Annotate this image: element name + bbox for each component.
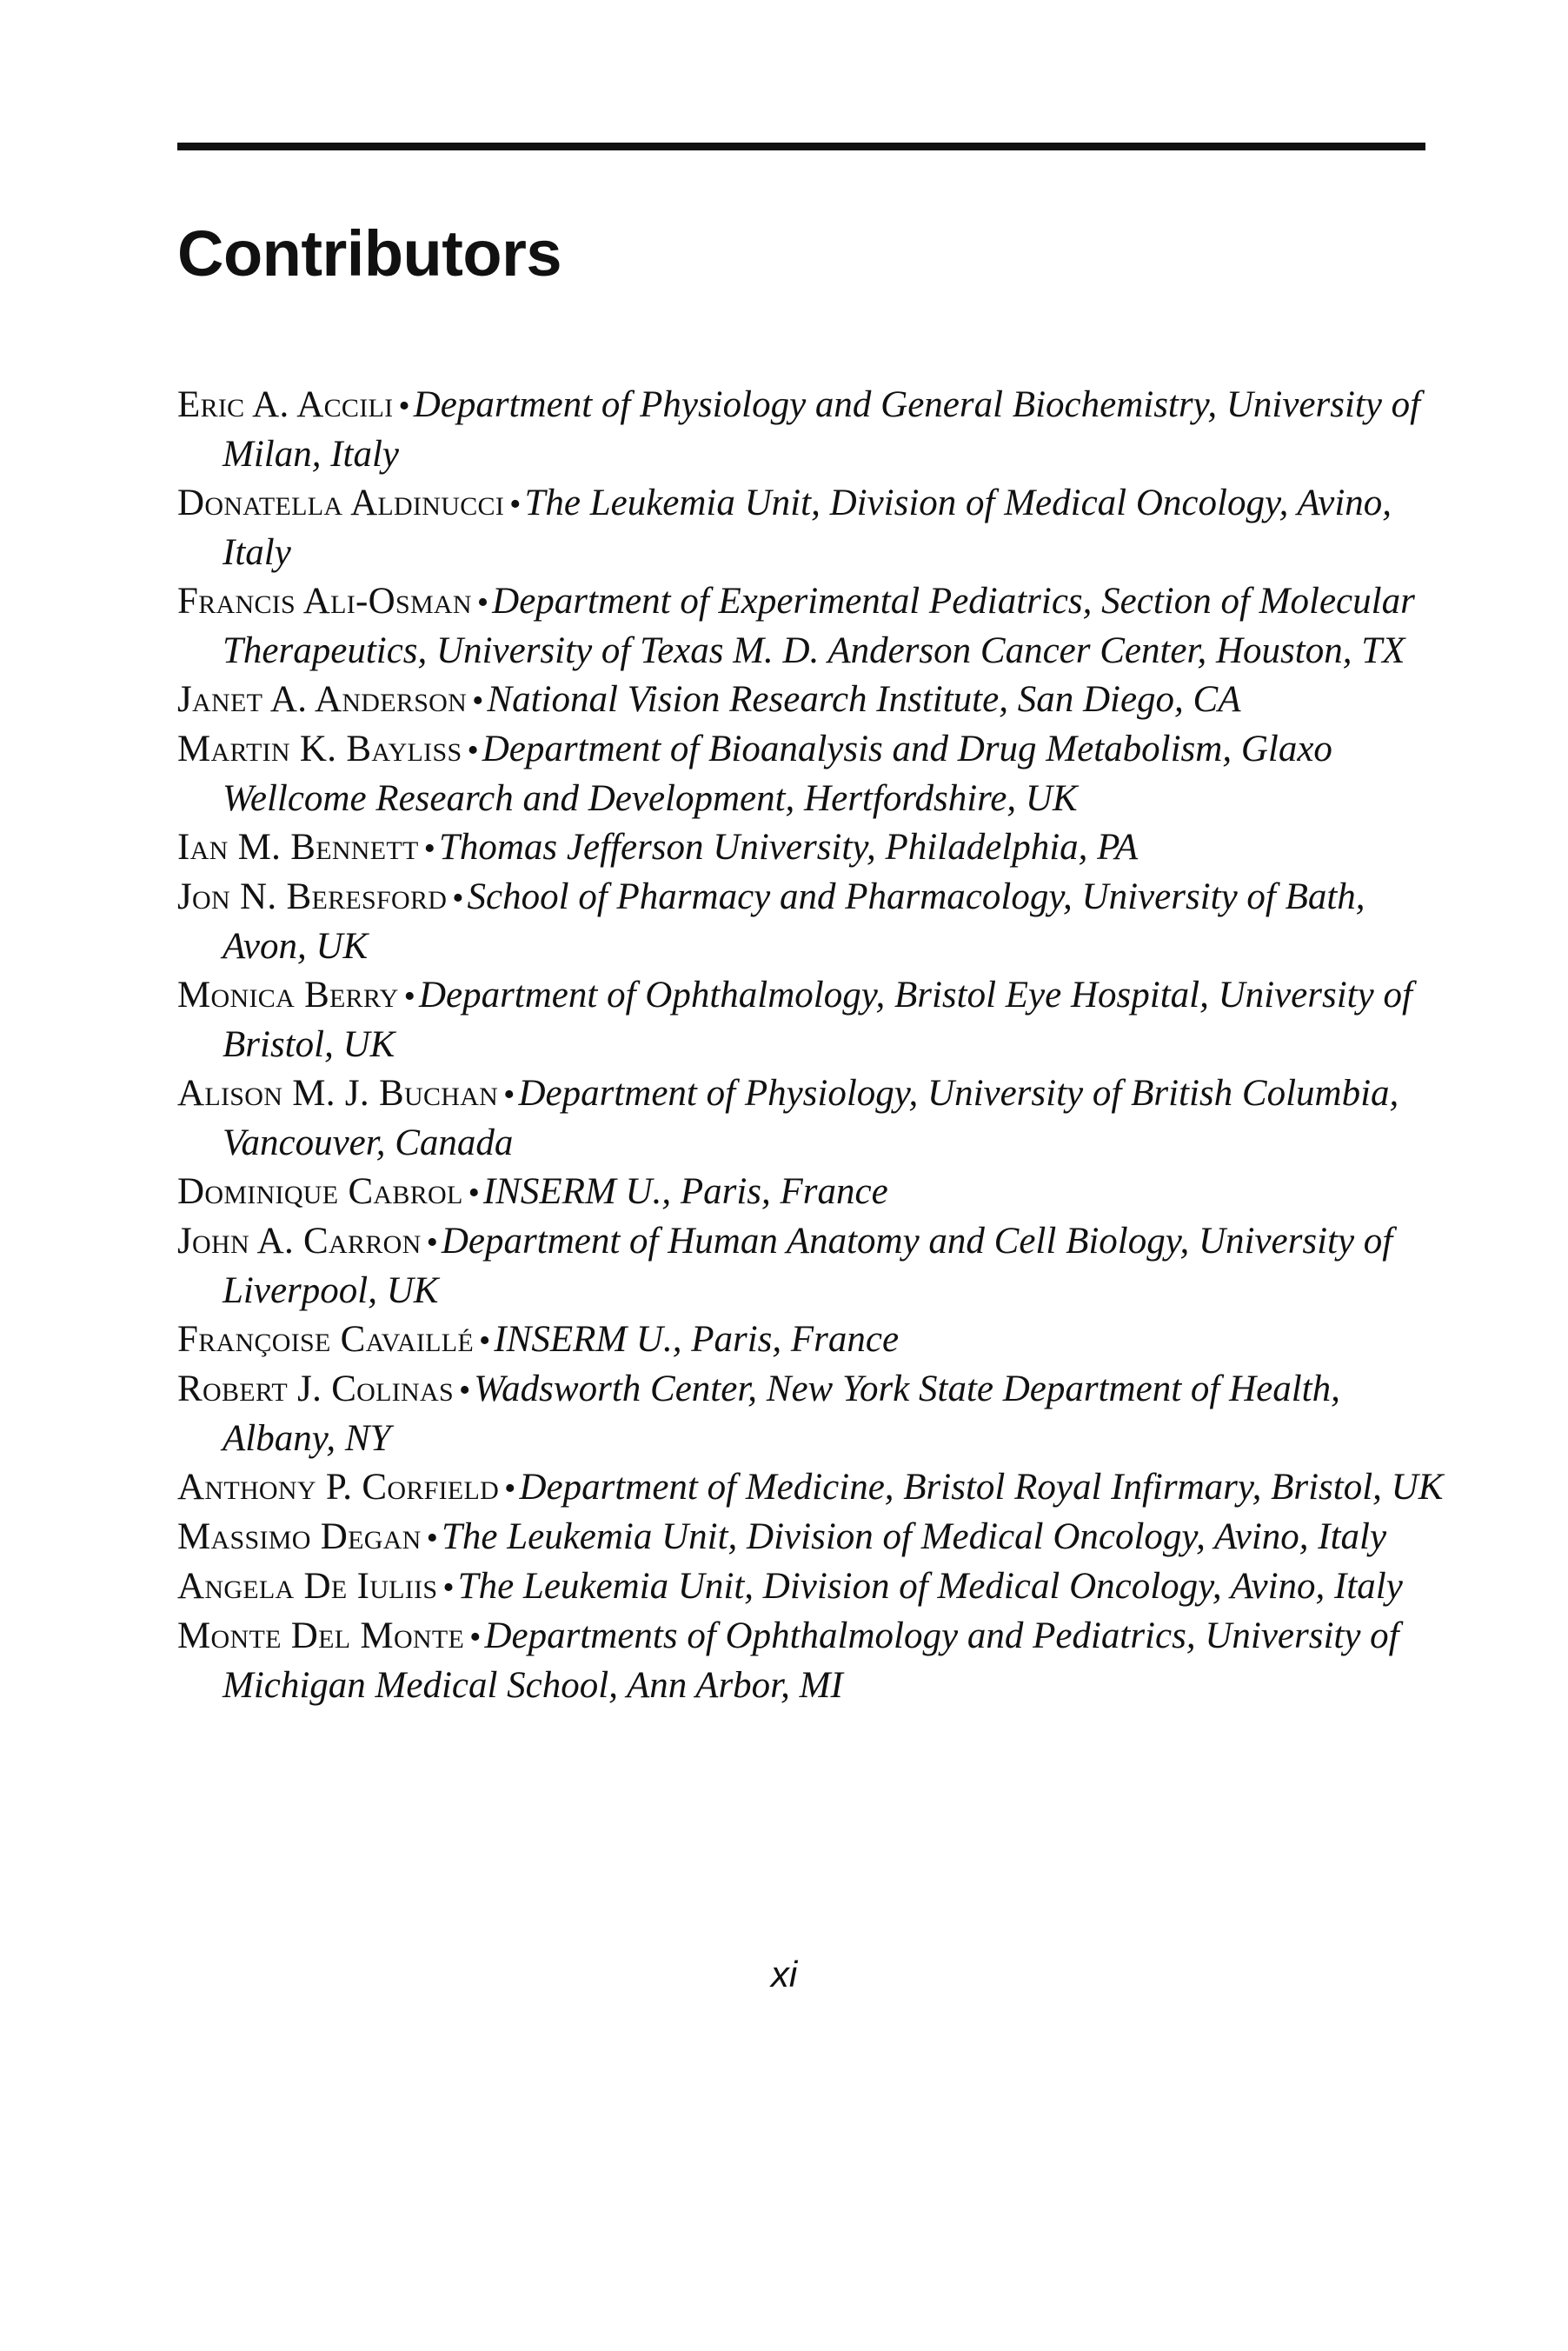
contributor-affiliation: Thomas Jefferson University, Philadelphia, PA (438, 827, 1139, 868)
contributor-name: Martin K. Bayliss (177, 729, 462, 769)
contributor-entry (177, 1069, 1446, 1168)
contributor-name: Anthony P. Corfield (177, 1467, 500, 1508)
contributor-entry (177, 577, 1446, 676)
contributor-name: Francis Ali-Osman (177, 581, 472, 622)
bullet-separator: • (458, 1372, 471, 1409)
bullet-separator: • (469, 1619, 482, 1655)
contributor-entry (177, 1168, 1446, 1217)
contributor-entry (177, 1612, 1446, 1710)
bullet-separator: • (398, 388, 410, 424)
contributor-entry (177, 1562, 1446, 1612)
contributor-affiliation: INSERM U., Paris, France (482, 1171, 888, 1212)
page-title: Contributors (177, 217, 562, 290)
contributor-affiliation: Department of Bioanalysis and Drug Metabolism, Glaxo Wellcome Research and Development, Hertfordshire, UK (223, 729, 1332, 819)
contributor-entry (177, 1315, 1446, 1365)
contributor-affiliation: Department of Experimental Pediatrics, Section of Molecular Therapeutics, University of Texas M. D. Anderson Cancer Center, Houston, TX (223, 581, 1415, 671)
contributor-name: Françoise Cavaillé (177, 1319, 474, 1360)
contributor-entry (177, 873, 1446, 971)
contributor-entry (177, 971, 1446, 1069)
contributor-affiliation: Departments of Ophthalmology and Pediatrics, University of Michigan Medical School, Ann Arbor, MI (223, 1615, 1399, 1706)
contributor-name: Ian M. Bennett (177, 827, 419, 868)
contributor-entry (177, 479, 1446, 577)
contributor-name: Monte Del Monte (177, 1615, 465, 1656)
bullet-separator: • (467, 732, 479, 769)
contributor-affiliation: Department of Human Anatomy and Cell Biology, University of Liverpool, UK (223, 1221, 1393, 1311)
contributor-name: Janet A. Anderson (177, 679, 468, 720)
bullet-separator: • (452, 880, 464, 916)
contributor-affiliation: Wadsworth Center, New York State Department of Health, Albany, NY (223, 1369, 1340, 1459)
bullet-separator: • (426, 1520, 438, 1556)
contributor-affiliation: National Vision Research Institute, San Diego, CA (487, 679, 1241, 720)
contributor-entry (177, 823, 1446, 873)
contributors-list (177, 381, 1446, 1710)
contributor-name: Monica Berry (177, 975, 399, 1016)
bullet-separator: • (504, 1470, 516, 1507)
contributor-name: Robert J. Colinas (177, 1369, 454, 1409)
contributor-entry (177, 1463, 1446, 1513)
contributor-name: John A. Carron (177, 1221, 422, 1262)
contributor-name: Eric A. Accili (177, 384, 394, 425)
contributor-name: Massimo Degan (177, 1516, 422, 1557)
contributor-entry (177, 1217, 1446, 1315)
bullet-separator: • (403, 978, 415, 1015)
contributor-affiliation: Department of Ophthalmology, Bristol Eye Hospital, University of Bristol, UK (223, 975, 1412, 1065)
contributor-affiliation: INSERM U., Paris, France (494, 1319, 900, 1360)
bullet-separator: • (423, 830, 435, 867)
bullet-separator: • (472, 683, 484, 719)
bullet-separator: • (479, 1322, 491, 1359)
bullet-separator: • (442, 1569, 455, 1606)
contributor-affiliation: The Leukemia Unit, Division of Medical Oncology, Avino, Italy (457, 1566, 1403, 1607)
bullet-separator: • (468, 1175, 480, 1211)
contributor-affiliation: Department of Medicine, Bristol Royal Infirmary, Bristol, UK (519, 1467, 1444, 1508)
contributor-entry (177, 725, 1446, 823)
contributor-name: Dominique Cabrol (177, 1171, 463, 1212)
contributor-affiliation: The Leukemia Unit, Division of Medical Oncology, Avino, Italy (223, 483, 1392, 573)
bullet-separator: • (509, 486, 522, 523)
contributor-affiliation: Department of Physiology and General Biochemistry, University of Milan, Italy (223, 384, 1421, 475)
contributor-entry (177, 676, 1446, 725)
contributor-entry (177, 1513, 1446, 1562)
contributor-affiliation: Department of Physiology, University of British Columbia, Vancouver, Canada (223, 1073, 1399, 1163)
contributor-entry (177, 1365, 1446, 1463)
contributor-name: Donatella Aldinucci (177, 483, 505, 523)
contributor-affiliation: School of Pharmacy and Pharmacology, University of Bath, Avon, UK (223, 876, 1365, 967)
contributor-name: Jon N. Beresford (177, 876, 448, 917)
top-rule (177, 143, 1425, 150)
bullet-separator: • (426, 1224, 438, 1261)
contributor-name: Alison M. J. Buchan (177, 1073, 499, 1114)
page-number: xi (770, 1954, 798, 1995)
bullet-separator: • (476, 584, 489, 621)
bullet-separator: • (503, 1076, 515, 1113)
contributor-entry (177, 381, 1446, 479)
contributor-name: Angela De Iuliis (177, 1566, 438, 1607)
contributor-affiliation: The Leukemia Unit, Division of Medical Oncology, Avino, Italy (441, 1516, 1387, 1557)
